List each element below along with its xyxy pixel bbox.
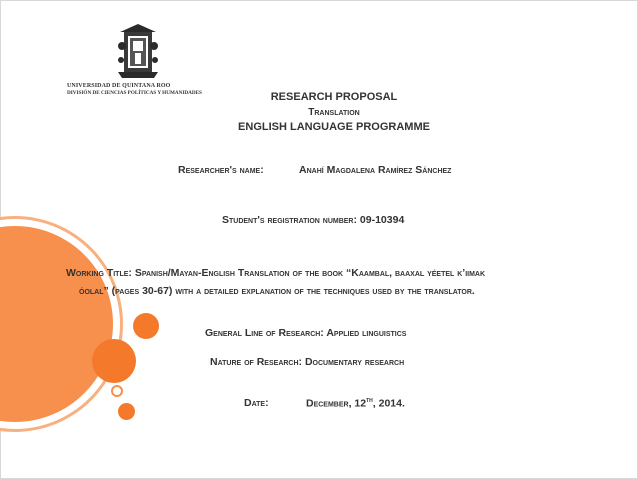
decorative-circle-medium xyxy=(92,339,136,383)
researcher-label: Researcher's name: xyxy=(178,164,264,176)
university-name-line1: UNIVERSIDAD DE QUINTANA ROO xyxy=(67,83,171,89)
working-title-line1: Working Title: Spanish/Mayan-English Translation of the book “Kaambal, baaxal yéetel k’iimak xyxy=(66,267,486,279)
proposal-subtitle: Translation xyxy=(308,107,360,118)
student-number-label: Student's registration number: xyxy=(222,214,357,226)
working-title-line2: óolal” (pages 30-67) with a detailed explanation of the techniques used by the translator. xyxy=(79,285,475,297)
proposal-title: RESEARCH PROPOSAL xyxy=(270,91,398,103)
date-value xyxy=(306,397,405,410)
date-label: Date: xyxy=(244,397,269,409)
date-value-sup: th xyxy=(366,397,373,404)
nature-of-research: Nature of Research: Documentary research xyxy=(210,356,405,368)
decorative-circle-ring xyxy=(111,385,123,397)
date-value-main: December, 12 xyxy=(306,397,367,410)
student-number-value: 09-10394 xyxy=(359,214,405,226)
university-seal-icon xyxy=(63,22,213,82)
researcher-name: Anahí Magdalena Ramírez Sánchez xyxy=(299,164,452,176)
student-number-line xyxy=(222,214,404,226)
decorative-circle-small-top xyxy=(133,313,159,339)
decorative-circle-small-bottom xyxy=(118,403,135,420)
date-value-year: , 2014. xyxy=(372,397,405,410)
university-name-line2: DIVISIÓN DE CIENCIAS POLÍTICAS Y HUMANIDADES xyxy=(67,90,202,96)
university-name xyxy=(67,82,217,97)
programme-name: ENGLISH LANGUAGE PROGRAMME xyxy=(238,121,430,133)
general-line-of-research: General Line of Research: Applied linguistics xyxy=(205,327,407,339)
